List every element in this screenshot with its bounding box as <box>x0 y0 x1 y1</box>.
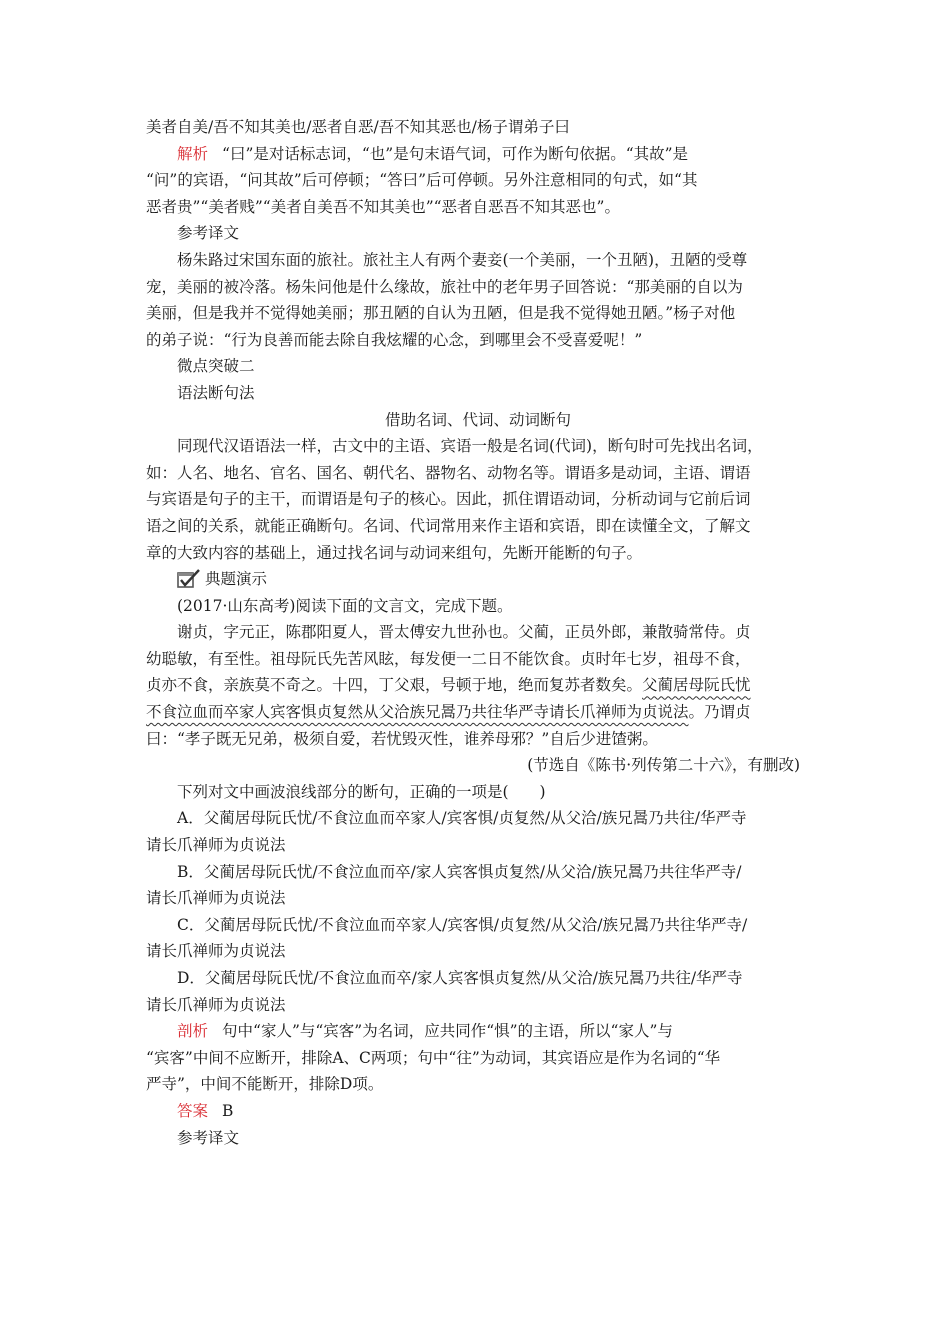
passage-line: 幼聪敏，有至性。祖母阮氏先苦风眩，每发便一二日不能饮食。贞时年七岁，祖母不食， <box>146 649 751 668</box>
option-b-continued: 请长爪禅师为贞说法 <box>146 889 286 908</box>
explanation-paragraph <box>146 1018 810 1045</box>
analysis-text: “问”的宾语，“问其故”后可停顿；“答曰”后可停顿。另外注意相同的句式，如“其 <box>146 171 698 190</box>
analysis-label: 解析 <box>177 144 209 163</box>
analysis-paragraph <box>146 141 810 168</box>
option-a: A．父蔺居母阮氏忧/不食泣血而卒家人/宾客惧/贞复然/从父洽/族兄暠乃共往/华严寺 <box>177 809 747 828</box>
answer-value: B <box>222 1101 234 1120</box>
explanation-text: “宾客”中间不应断开，排除A、C两项；句中“往”为动词，其宾语应是作为名词的“华 <box>146 1048 721 1067</box>
option-b: B．父蔺居母阮氏忧/不食泣血而卒/家人宾客惧贞复然/从父洽/族兄暠乃共往华严寺/ <box>177 862 742 881</box>
wavy-underlined-text: 父蔺居母阮氏忧 <box>642 676 751 695</box>
passage-text: 。乃谓贞 <box>688 703 751 722</box>
translation-line: 的弟子说：“行为良善而能去除自我炫耀的心念，到哪里会不受喜爱呢！” <box>146 330 643 349</box>
passage-citation: (节选自《陈书·列传第二十六》，有删改) <box>527 756 800 775</box>
translation-label: 参考译文 <box>177 224 240 243</box>
passage-line <box>146 672 810 699</box>
answer-line <box>146 1098 810 1125</box>
option-d-continued: 请长爪禅师为贞说法 <box>146 995 286 1014</box>
example-header <box>146 566 810 593</box>
question-stem: 下列对文中画波浪线部分的断句，正确的一项是( ) <box>177 782 546 801</box>
analysis-text: “曰”是对话标志词，“也”是句末语气词，可作为断句依据。“其故”是 <box>222 144 689 163</box>
passage-line <box>146 699 810 726</box>
explanation-text: 句中“家人”与“宾客”为名词，应共同作“惧”的主语，所以“家人”与 <box>222 1022 673 1041</box>
method-line: 与宾语是句子的主干，而谓语是句子的核心。因此，抓住谓语动词，分析动词与它前后词 <box>146 490 751 509</box>
passage-line: 曰：“孝子既无兄弟，极须自爱，若忧毁灭性，谁养母邪？”自后少进馇粥。 <box>146 729 658 748</box>
option-a-continued: 请长爪禅师为贞说法 <box>146 836 286 855</box>
example-label: 典题演示 <box>205 570 268 589</box>
method-line: 同现代汉语语法一样，古文中的主语、宾语一般是名词(代词)，断句时可先找出名词， <box>177 437 763 456</box>
checkbox-icon <box>177 569 201 589</box>
document-page <box>146 114 810 1151</box>
translation-line: 美丽，但是我并不觉得她美丽；那丑陋的自认为丑陋，但是我不觉得她丑陋。”杨子对他 <box>146 304 736 323</box>
section-subtitle: 语法断句法 <box>177 383 255 402</box>
explanation-label: 剖析 <box>177 1022 209 1041</box>
option-d: D．父蔺居母阮氏忧/不食泣血而卒/家人宾客惧贞复然/从父洽/族兄暠乃共往/华严寺 <box>177 969 743 987</box>
section-title: 微点突破二 <box>177 357 255 376</box>
method-line: 如：人名、地名、官名、国名、朝代名、器物名、动物名等。谓语多是动词，主语、谓语 <box>146 463 751 482</box>
answer-label: 答案 <box>177 1101 209 1120</box>
section-heading: 借助名词、代词、动词断句 <box>384 410 571 429</box>
translation-line: 宠，美丽的被冷落。杨朱问他是什么缘故，旅社中的老年男子回答说：“那美丽的自以为 <box>146 277 743 296</box>
method-line: 章的大致内容的基础上，通过找名词与动词来组句，先断开能断的句子。 <box>146 543 643 562</box>
explanation-text: 严寺”，中间不能断开，排除D项。 <box>146 1075 384 1094</box>
option-c-continued: 请长爪禅师为贞说法 <box>146 942 286 961</box>
passage-text: 贞亦不食，亲族莫不奇之。十四，丁父艰，号顿于地，绝而复苏者数矣。 <box>146 676 643 695</box>
wavy-underlined-text: 不食泣血而卒家人宾客惧贞复然从父洽族兄暠乃共往华严寺请长爪禅师为贞说法 <box>146 703 689 722</box>
passage-line: 谢贞，字元正，陈郡阳夏人，晋太傅安九世孙也。父蔺，正员外郎，兼散骑常侍。贞 <box>177 623 751 642</box>
analysis-text: 恶者贵”“美者贱”“美者自美吾不知其美也”“恶者自恶吾不知其恶也”。 <box>146 197 620 216</box>
translation-line: 杨朱路过宋国东面的旅社。旅社主人有两个妻妾(一个美丽，一个丑陋)，丑陋的受尊 <box>177 250 748 269</box>
option-c: C．父蔺居母阮氏忧/不食泣血而卒家人/宾客惧/贞复然/从父洽/族兄暠乃共往华严寺/ <box>177 915 748 934</box>
method-line: 语之间的关系，就能正确断句。名词、代词常用来作主语和宾语，即在读懂全文，了解文 <box>146 516 751 535</box>
translation-label: 参考译文 <box>177 1128 240 1147</box>
answer-segmentation: 美者自美/吾不知其美也/恶者自恶/吾不知其恶也/杨子谓弟子曰 <box>146 118 570 136</box>
example-source: (2017·山东高考)阅读下面的文言文，完成下题。 <box>177 596 513 615</box>
